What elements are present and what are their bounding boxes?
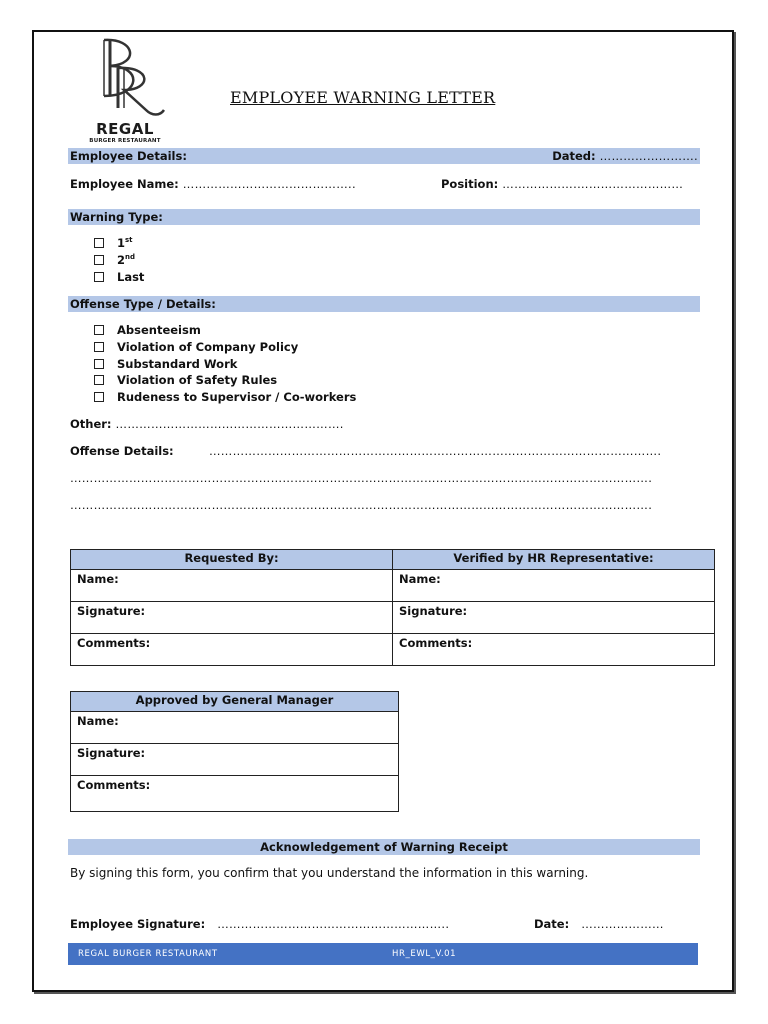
employee-signature-value: ………………………………………………….. (217, 917, 450, 931)
company-logo (62, 34, 188, 150)
offense-details-line-3[interactable]: …………………………………………………………………………………………………………………………………. (70, 498, 653, 512)
other-label: Other: (70, 417, 112, 431)
warning-option-2nd[interactable] (94, 253, 135, 267)
checkbox-icon[interactable] (94, 255, 104, 265)
requested-name-cell[interactable]: Name: (71, 570, 393, 602)
ordinal-suffix: st (125, 236, 133, 245)
dated-value: ……………………. (599, 149, 698, 163)
offense-type-bar (68, 296, 700, 312)
offense-details-line-2[interactable]: …………………………………………………………………………………………………………………………………. (70, 471, 653, 485)
footer-bar (68, 943, 698, 965)
offense-option-label: Violation of Company Policy (117, 340, 299, 354)
logo-tagline: BURGER RESTAURANT (89, 138, 161, 144)
employee-details-heading: Employee Details: (70, 149, 187, 163)
employee-signature-field[interactable] (70, 917, 449, 931)
date-value: ………………… (581, 917, 664, 931)
warning-option-1st[interactable] (94, 236, 133, 250)
checkbox-icon[interactable] (94, 272, 104, 282)
verified-by-hr-header: Verified by HR Representative: (393, 550, 715, 570)
warning-option-label: Last (117, 270, 145, 284)
employee-details-bar (68, 148, 700, 164)
offense-option-policy[interactable] (94, 340, 298, 354)
warning-option-last[interactable] (94, 270, 144, 284)
position-field[interactable] (441, 177, 683, 191)
position-label: Position: (441, 177, 499, 191)
checkbox-icon[interactable] (94, 325, 104, 335)
acknowledgement-heading: Acknowledgement of Warning Receipt (260, 840, 508, 854)
requested-comments-cell[interactable]: Comments: (71, 634, 393, 666)
offense-option-absenteeism[interactable] (94, 323, 201, 337)
logo-name: REGAL (96, 120, 154, 138)
footer-doc-code: HR_EWL_V.01 (392, 949, 457, 959)
offense-option-label: Rudeness to Supervisor / Co-workers (117, 390, 357, 404)
dated-field[interactable] (552, 148, 698, 164)
employee-name-label: Employee Name: (70, 177, 179, 191)
offense-type-heading: Offense Type / Details: (70, 297, 216, 311)
other-value: …………………………………………………. (115, 417, 344, 431)
offense-option-rudeness[interactable] (94, 390, 356, 404)
other-field[interactable] (70, 417, 344, 431)
warning-option-label: 2 (117, 253, 126, 267)
warning-option-label: 1 (117, 236, 126, 250)
employee-name-value: …………………………………….. (182, 177, 356, 191)
requested-signature-cell[interactable]: Signature: (71, 602, 393, 634)
employee-name-field[interactable] (70, 177, 356, 191)
checkbox-icon[interactable] (94, 392, 104, 402)
br-monogram-icon (80, 34, 170, 120)
requested-verified-table (70, 549, 715, 666)
checkbox-icon[interactable] (94, 375, 104, 385)
offense-option-safety[interactable] (94, 373, 277, 387)
checkbox-icon[interactable] (94, 342, 104, 352)
acknowledgement-bar (68, 839, 700, 855)
offense-details-field[interactable]: ……………………………………………………………………………………………………. (209, 444, 662, 458)
offense-option-label: Absenteeism (117, 323, 201, 337)
warning-type-heading: Warning Type: (70, 210, 163, 224)
employee-signature-label: Employee Signature: (70, 917, 206, 931)
position-value: ……………….……………………… (502, 177, 684, 191)
dated-label: Dated: (552, 149, 596, 163)
gm-approval-table (70, 691, 399, 812)
gm-approval-header: Approved by General Manager (71, 692, 399, 712)
hr-signature-cell[interactable]: Signature: (393, 602, 715, 634)
gm-signature-cell[interactable]: Signature: (71, 744, 399, 776)
offense-option-label: Substandard Work (117, 357, 238, 371)
hr-name-cell[interactable]: Name: (393, 570, 715, 602)
hr-comments-cell[interactable]: Comments: (393, 634, 715, 666)
date-field[interactable] (534, 917, 664, 931)
ordinal-suffix: nd (125, 253, 136, 262)
date-label: Date: (534, 917, 570, 931)
gm-name-cell[interactable]: Name: (71, 712, 399, 744)
checkbox-icon[interactable] (94, 359, 104, 369)
page-title: EMPLOYEE WARNING LETTER (230, 88, 496, 107)
checkbox-icon[interactable] (94, 238, 104, 248)
footer-company: REGAL BURGER RESTAURANT (78, 949, 218, 959)
gm-comments-cell[interactable]: Comments: (71, 776, 399, 812)
acknowledgement-text: By signing this form, you confirm that you understand the information in this warning. (70, 866, 589, 880)
offense-option-substandard[interactable] (94, 357, 237, 371)
warning-type-bar (68, 209, 700, 225)
requested-by-header: Requested By: (71, 550, 393, 570)
offense-option-label: Violation of Safety Rules (117, 373, 278, 387)
offense-details-label: Offense Details: (70, 444, 174, 458)
